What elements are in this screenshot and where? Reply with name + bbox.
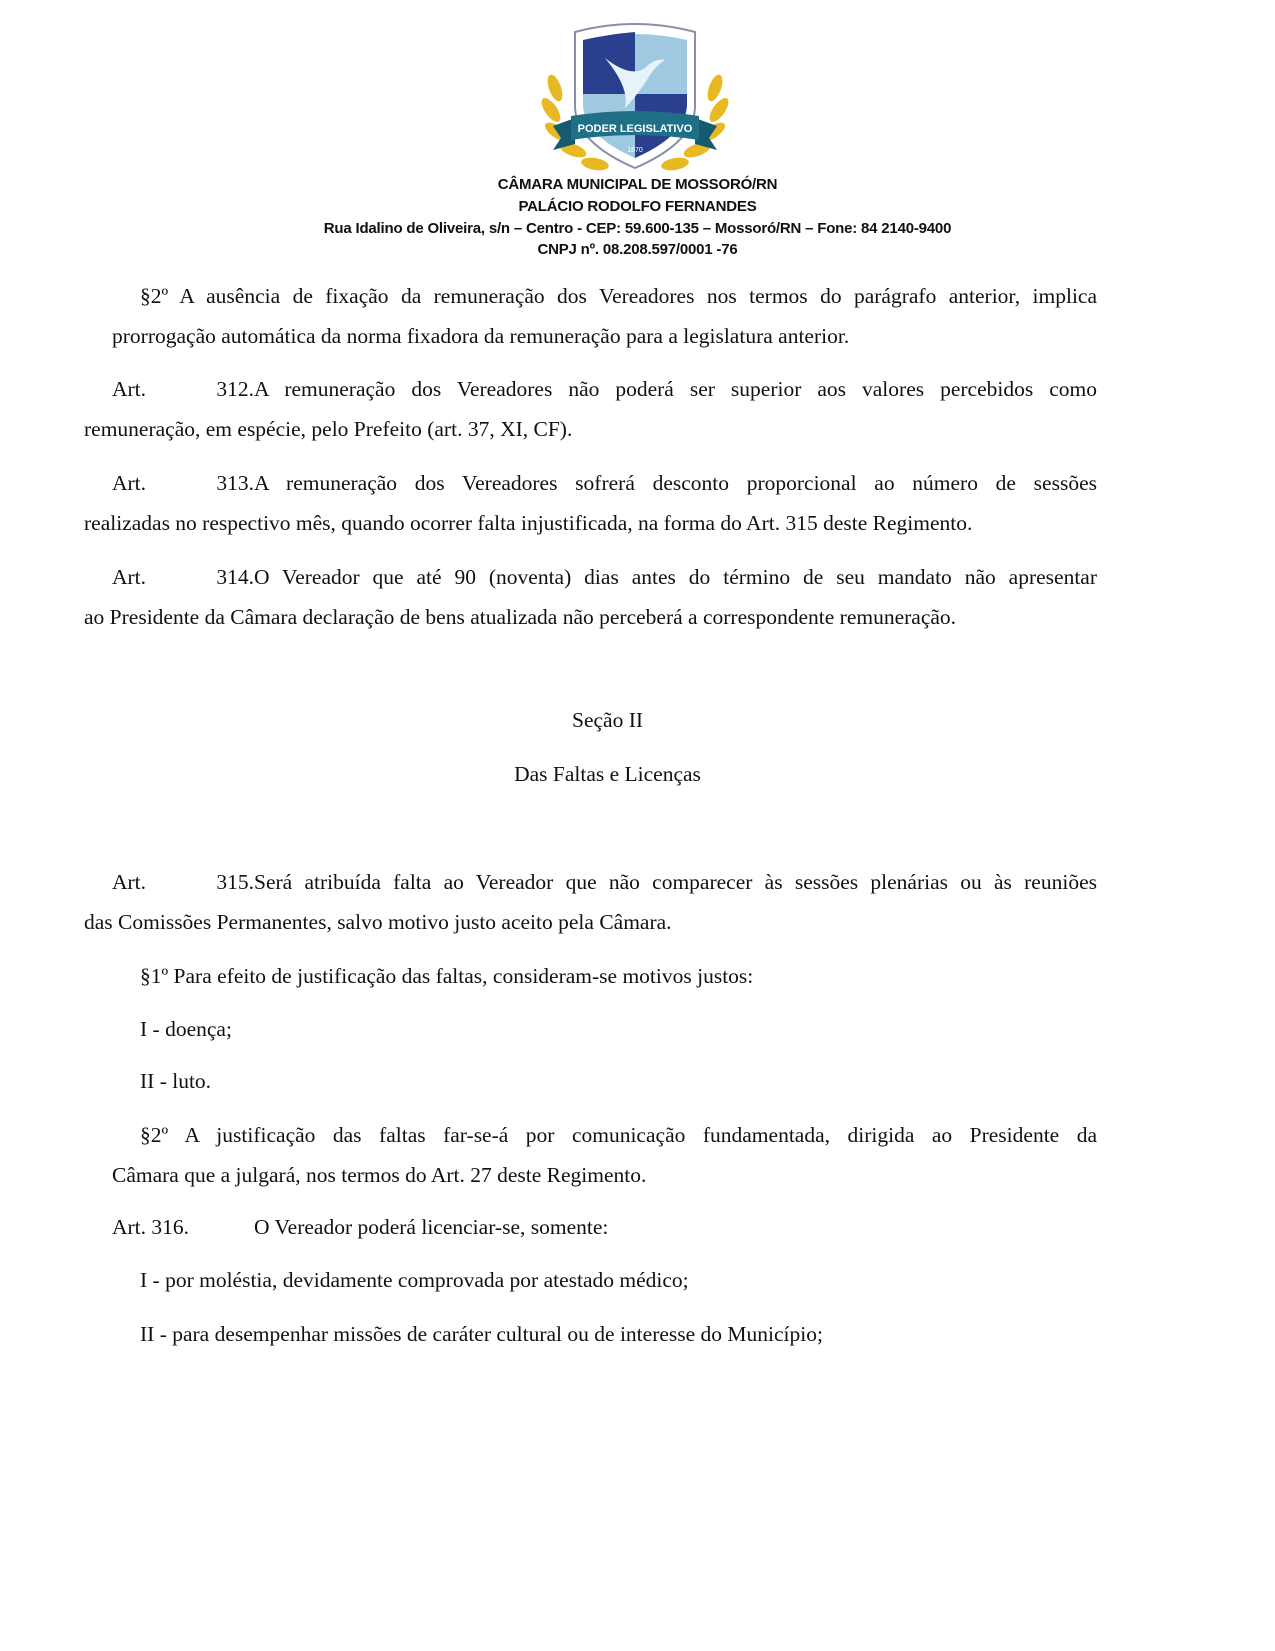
paragraph-1-motives: §1º Para efeito de justificação das faltas, consideram-se motivos justos: [140, 964, 754, 988]
art-315-number: Art. 315. [112, 870, 254, 894]
art-313-text: A remuneração dos Vereadores sofrerá desconto proporcional ao número de sessões [254, 471, 1097, 495]
palace-name: PALÁCIO RODOLFO FERNANDES [518, 198, 757, 215]
art-316-number: Art. 316. [112, 1215, 190, 1239]
art-315-text: Será atribuída falta ao Vereador que não comparecer às sessões plenárias ou às reuniões [254, 870, 1097, 894]
paragraph-2-line-1: §2º A ausência de fixação da remuneração dos Vereadores nos termos do parágrafo anterior, implica [140, 284, 1097, 308]
paragraph-2-justification-line-1: §2º A justificação das faltas far-se-á por comunicação fundamentada, dirigida ao Presidente da [140, 1123, 1097, 1147]
paragraph-2-line-2: prorrogação automática da norma fixadora da remuneração para a legislatura anterior. [112, 324, 850, 348]
section-subtitle: Das Faltas e Licenças [514, 762, 701, 786]
logo-year: 1870 [627, 147, 643, 154]
art-312-line-2: remuneração, em espécie, pelo Prefeito (art. 37, XI, CF). [84, 417, 573, 441]
art-313-number: Art. 313. [112, 471, 254, 495]
art-312-text: A remuneração dos Vereadores não poderá ser superior aos valores percebidos como [254, 377, 1097, 401]
institution-name: CÂMARA MUNICIPAL DE MOSSORÓ/RN [497, 176, 778, 193]
chamber-crest-logo-icon [535, 18, 735, 178]
section-title: Seção II [571, 708, 644, 732]
art-316-text: O Vereador poderá licenciar-se, somente: [254, 1215, 609, 1239]
list-item-mourning: II - luto. [140, 1069, 212, 1093]
art-316-line-1 [112, 1213, 608, 1241]
address: Rua Idalino de Oliveira, s/n – Centro - CEP: 59.600-135 – Mossoró/RN – Fone: 84 2140-9400 [323, 220, 952, 237]
art-314-line-1 [112, 563, 1097, 591]
art-315-line-2: das Comissões Permanentes, salvo motivo justo aceito pela Câmara. [84, 910, 672, 934]
list-item-illness: I - doença; [140, 1017, 232, 1041]
logo-ribbon-text: PODER LEGISLATIVO [577, 123, 693, 135]
license-item-missions: II - para desempenhar missões de caráter cultural ou de interesse do Município; [140, 1322, 823, 1346]
art-315-line-1 [112, 868, 1097, 896]
art-312-line-1 [112, 375, 1097, 403]
art-314-number: Art. 314. [112, 565, 254, 589]
art-312-number: Art. 312. [112, 377, 254, 401]
art-314-line-2: ao Presidente da Câmara declaração de bens atualizada não perceberá a correspondente remuneração. [84, 605, 957, 629]
art-313-line-1 [112, 469, 1097, 497]
cnpj: CNPJ nº. 08.208.597/0001 -76 [537, 241, 738, 258]
license-item-illness: I - por moléstia, devidamente comprovada por atestado médico; [140, 1268, 689, 1292]
art-314-text: O Vereador que até 90 (noventa) dias antes do término de seu mandato não apresentar [254, 565, 1097, 589]
art-313-line-2: realizadas no respectivo mês, quando ocorrer falta injustificada, na forma do Art. 315 deste Regimento. [84, 511, 973, 535]
paragraph-2-justification-line-2: Câmara que a julgará, nos termos do Art. 27 deste Regimento. [112, 1163, 647, 1187]
